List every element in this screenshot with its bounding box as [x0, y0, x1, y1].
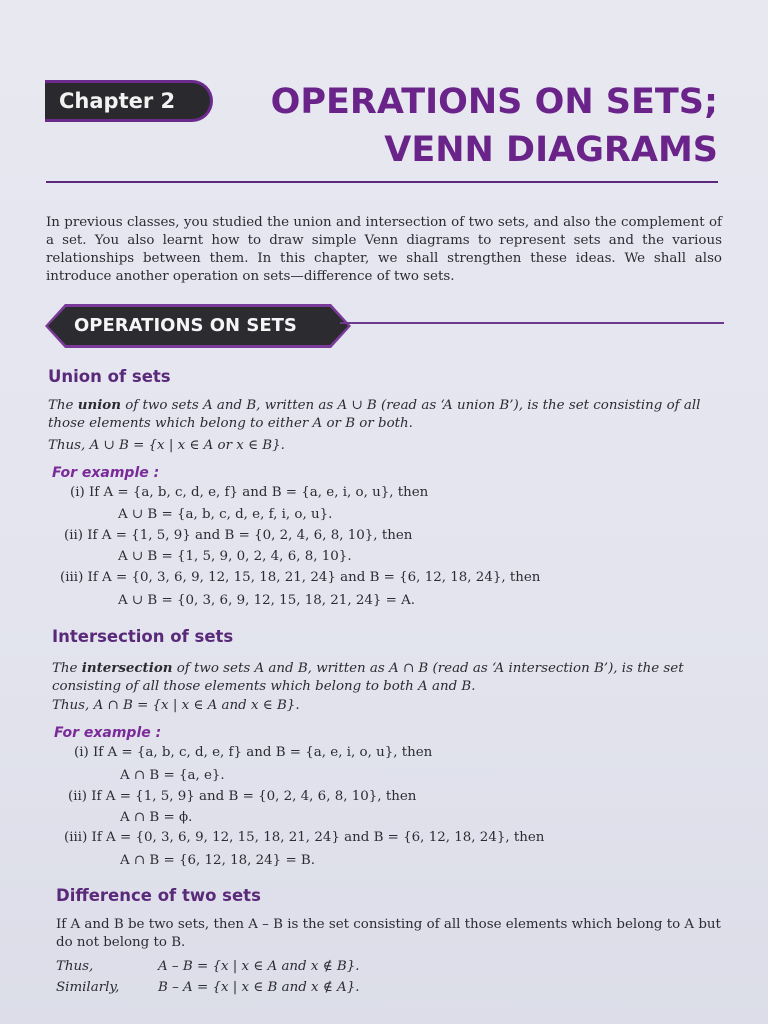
intersection-heading: Intersection of sets: [52, 627, 234, 646]
difference-similarly-label: Similarly,: [56, 980, 120, 995]
union-def-post: of two sets A and B, written as A ∪ B (read as ‘A union B’), is the set consisting of all those elements which belong to either A or B or both.: [48, 398, 701, 431]
intersection-def-post: of two sets A and B, written as A ∩ B (read as ‘A intersection B’), is the set consisting of all those elements which belong to both A and B.: [52, 661, 684, 694]
chapter-divider: [46, 181, 718, 183]
intersection-example-heading: For example :: [54, 725, 162, 741]
intro-paragraph: In previous classes, you studied the union and intersection of two sets, and also the complement of a set. You also learnt how to draw simple Venn diagrams to represent sets and the various relationships between them. In this chapter, we shall strengthen these ideas. We shall also introduce another operation on sets—difference of two sets.: [46, 215, 722, 284]
intersection-example-line: (ii) If A = {1, 5, 9} and B = {0, 2, 4, 6, 8, 10}, then: [68, 789, 417, 804]
intersection-example-line: (iii) If A = {0, 3, 6, 9, 12, 15, 18, 21, 24} and B = {6, 12, 18, 24}, then: [64, 830, 545, 845]
union-heading: Union of sets: [48, 367, 171, 386]
difference-text: If A and B be two sets, then A – B is the set consisting of all those elements which belong to A but do not belong to B.: [56, 917, 721, 950]
union-example-line: (iii) If A = {0, 3, 6, 9, 12, 15, 18, 21, 24} and B = {6, 12, 18, 24}, then: [60, 570, 541, 585]
chapter-label: Chapter 2: [59, 89, 176, 113]
chapter-title-line-1: OPERATIONS ON SETS;: [270, 82, 718, 122]
union-definition: [48, 396, 724, 433]
intersection-example-line: A ∩ B = {a, e}.: [120, 768, 225, 783]
union-example-line: A ∪ B = {1, 5, 9, 0, 2, 4, 6, 8, 10}.: [118, 549, 352, 564]
union-thus: Thus, A ∪ B = {x | x ∈ A or x ∈ B}.: [48, 438, 285, 453]
chapter-title: [271, 78, 718, 174]
intersection-def-pre: The: [52, 661, 82, 676]
union-example-line: A ∪ B = {a, b, c, d, e, f, i, o, u}.: [118, 507, 333, 522]
intersection-example-line: A ∩ B = {6, 12, 18, 24} = B.: [120, 853, 316, 868]
section-banner: [48, 307, 348, 345]
intersection-definition: [52, 659, 724, 696]
union-def-term: union: [77, 397, 121, 413]
intersection-thus: Thus, A ∩ B = {x | x ∈ A and x ∈ B}.: [52, 698, 300, 713]
union-example-line: A ∪ B = {0, 3, 6, 9, 12, 15, 18, 21, 24} = A.: [118, 593, 416, 608]
union-example-heading: For example :: [52, 465, 160, 481]
intersection-def-term: intersection: [81, 660, 173, 676]
intersection-example-line: (i) If A = {a, b, c, d, e, f} and B = {a, e, i, o, u}, then: [74, 745, 433, 760]
difference-thus-label: Thus,: [56, 959, 94, 974]
section-divider: [340, 322, 724, 324]
difference-thus-expr: A – B = {x | x ∈ A and x ∉ B}.: [158, 959, 360, 974]
chapter-title-line-2: VENN DIAGRAMS: [384, 130, 718, 170]
union-example-line: (ii) If A = {1, 5, 9} and B = {0, 2, 4, 6, 8, 10}, then: [64, 528, 413, 543]
intersection-example-line: A ∩ B = ϕ.: [120, 810, 193, 825]
union-def-pre: The: [48, 398, 78, 413]
difference-heading: Difference of two sets: [56, 886, 261, 905]
section-banner-label: OPERATIONS ON SETS: [74, 315, 297, 336]
union-example-line: (i) If A = {a, b, c, d, e, f} and B = {a, e, i, o, u}, then: [70, 485, 429, 500]
chapter-badge: [45, 80, 213, 122]
difference-similarly-expr: B – A = {x | x ∈ B and x ∉ A}.: [158, 980, 360, 995]
